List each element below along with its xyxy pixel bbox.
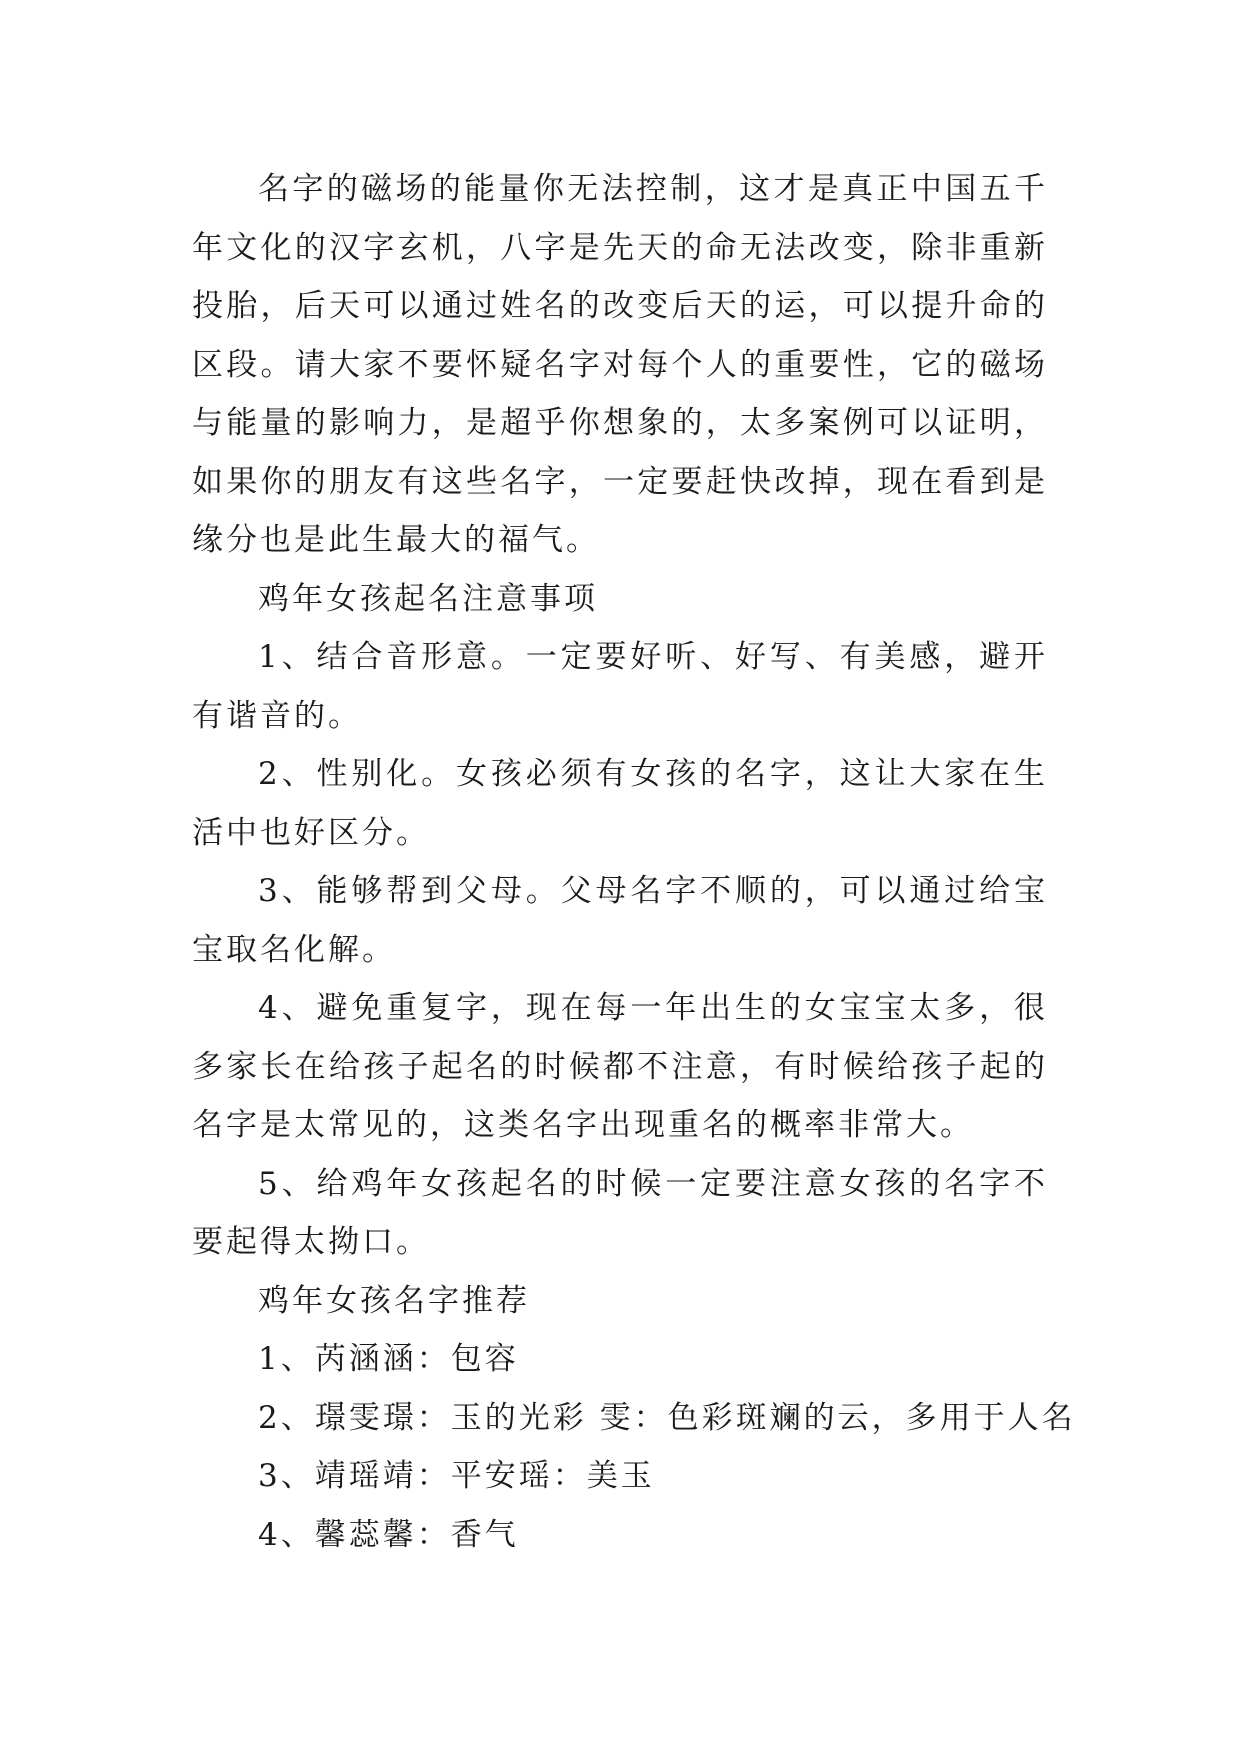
document-page [192, 160, 1076, 1564]
note-item-2: 2、性别化。女孩必须有女孩的名字，这让大家在生活中也好区分。 [192, 756, 1048, 851]
name-item-2: 2、璟雯璟：玉的光彩 雯：色彩斑斓的云，多用于人名 [258, 1399, 1076, 1436]
name-item-1: 1、芮涵涵：包容 [258, 1341, 519, 1377]
note-item-5: 5、给鸡年女孩起名的时候一定要注意女孩的名字不要起得太拗口。 [192, 1165, 1048, 1260]
section-heading-notes: 鸡年女孩起名注意事项 [258, 580, 598, 617]
note-item-4: 4、避免重复字，现在每一年出生的女宝宝太多，很多家长在给孩子起名的时候都不注意，有时候给孩子起的名字是太常见的，这类名字出现重名的概率非常大。 [192, 990, 1048, 1143]
section-heading-names: 鸡年女孩名字推荐 [258, 1282, 530, 1319]
note-item-1: 1、结合音形意。一定要好听、好写、有美感，避开有谐音的。 [192, 639, 1048, 734]
intro-paragraph: 名字的磁场的能量你无法控制，这才是真正中国五千年文化的汉字玄机，八字是先天的命无法改变，除非重新投胎，后天可以通过姓名的改变后天的运，可以提升命的区段。请大家不要怀疑名字对每个人的重要性，它的磁场与能量的影响力，是超乎你想象的，太多案例可以证明，如果你的朋友有这些名字，一定要赶快改掉，现在看到是缘分也是此生最大的福气。 [192, 171, 1048, 558]
name-item-4: 4、馨蕊馨：香气 [258, 1516, 519, 1553]
note-item-3: 3、能够帮到父母。父母名字不顺的，可以通过给宝宝取名化解。 [192, 873, 1048, 968]
name-item-3: 3、靖瑶靖：平安瑶：美玉 [258, 1458, 655, 1494]
